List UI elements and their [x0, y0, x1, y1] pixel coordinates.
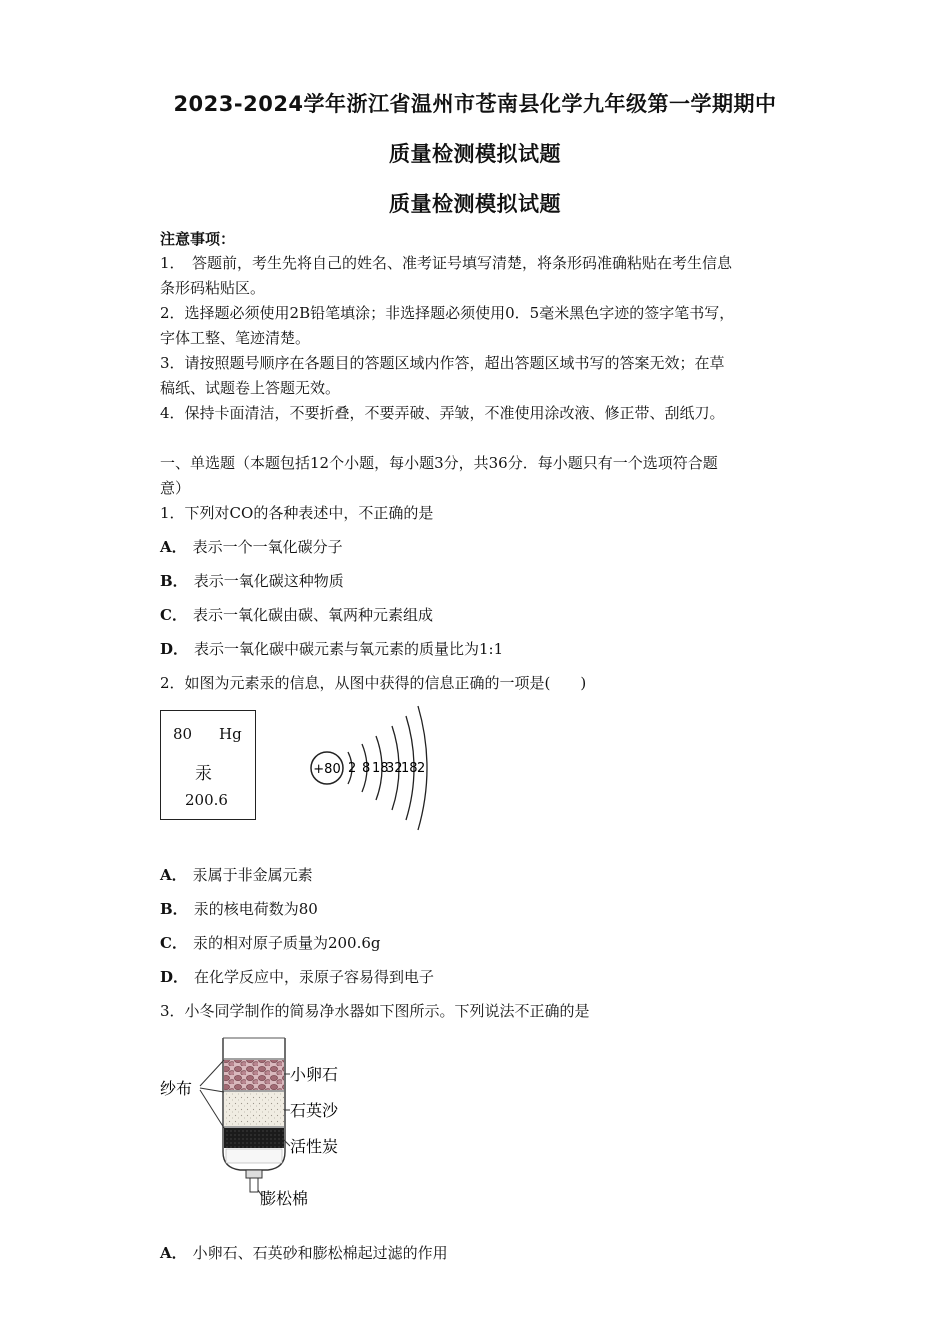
shell-electrons: 32 — [386, 761, 403, 776]
shell-electrons: 8 — [362, 761, 371, 776]
shell-electrons: 18 — [401, 761, 418, 776]
atomic-number: 80 — [173, 725, 193, 743]
q2-stem: 2．如图为元素汞的信息，从图中获得的信息正确的一项是( ) — [160, 674, 587, 692]
nucleus-label: +80 — [313, 762, 341, 777]
section-heading: 一、单选题（本题包括12个小题，每小题3分，共36分．每小题只有一个选项符合题 — [160, 454, 718, 472]
element-name: 汞 — [195, 764, 212, 784]
notice-heading: 注意事项： — [160, 230, 236, 248]
gauze-pointer — [200, 1088, 224, 1092]
page-title-line1: 2023-2024学年浙江省温州市苍南县化学九年级第一学期期中 — [173, 92, 777, 116]
notice-line: 字体工整、笔迹清楚。 — [160, 329, 311, 347]
pebble-label: 小卵石 — [290, 1065, 339, 1084]
notice-line: 4．保持卡面清洁，不要折叠，不要弄破、弄皱，不准使用涂改液、修正带、刮纸刀。 — [160, 404, 725, 422]
gauze-pointer — [200, 1090, 224, 1128]
element-info-card — [160, 710, 256, 820]
q1-option-c: C． 表示一氧化碳由碳、氧两种元素组成 — [160, 606, 433, 624]
q3-option-a: A． 小卵石、石英砂和膨松棉起过滤的作用 — [160, 1244, 448, 1262]
shell-electrons: 2 — [417, 761, 426, 776]
pebble-layer — [224, 1060, 284, 1090]
cotton-layer — [226, 1149, 282, 1163]
q2-option-d: D． 在化学反应中，汞原子容易得到电子 — [160, 968, 435, 986]
q1-stem: 1．下列对CO的各种表述中，不正确的是 — [160, 504, 434, 522]
water-filter-diagram — [150, 1030, 370, 1215]
shell-electrons: 18 — [372, 761, 389, 776]
notice-line: 2．选择题必须使用2B铅笔填涂；非选择题必须使用0．5毫米黑色字迹的签字笔书写， — [160, 304, 735, 322]
page-title-line2: 质量检测模拟试题 — [389, 142, 561, 166]
gauze-label: 纱布 — [160, 1079, 193, 1098]
q1-option-d: D． 表示一氧化碳中碳元素与氧元素的质量比为1:1 — [160, 640, 504, 658]
gauze-pointer — [200, 1060, 224, 1086]
notice-line: 1． 答题前，考生先将自己的姓名、准考证号填写清楚，将条形码准确粘贴在考生信息 — [160, 254, 733, 272]
bottle-spout — [250, 1178, 258, 1192]
shell-electrons: 2 — [348, 761, 357, 776]
q1-option-a: A． 表示一个一氧化碳分子 — [160, 538, 343, 556]
element-symbol: Hg — [219, 725, 242, 743]
carbon-label: 活性炭 — [290, 1137, 339, 1156]
atom-structure-diagram — [300, 700, 460, 840]
atomic-mass: 200.6 — [185, 791, 228, 809]
q1-option-b: B． 表示一氧化碳这种物质 — [160, 572, 344, 590]
carbon-layer — [224, 1128, 284, 1148]
section-heading-cont: 意） — [160, 479, 191, 497]
q2-option-c: C． 汞的相对原子质量为200.6g — [160, 934, 381, 952]
notice-line: 条形码粘贴区。 — [160, 279, 266, 297]
bottle-cap — [246, 1170, 262, 1178]
page-title-line3: 质量检测模拟试题 — [389, 192, 561, 216]
sand-layer — [224, 1092, 284, 1126]
notice-line: 稿纸、试题卷上答题无效。 — [160, 379, 341, 397]
cotton-label: 膨松棉 — [260, 1189, 309, 1208]
sand-label: 石英沙 — [290, 1101, 339, 1120]
q2-option-b: B． 汞的核电荷数为80 — [160, 900, 318, 918]
q3-stem: 3．小冬同学制作的简易净水器如下图所示。下列说法不正确的是 — [160, 1002, 590, 1020]
notice-line: 3．请按照题号顺序在各题目的答题区域内作答，超出答题区域书写的答案无效；在草 — [160, 354, 725, 372]
q2-option-a: A． 汞属于非金属元素 — [160, 866, 313, 884]
